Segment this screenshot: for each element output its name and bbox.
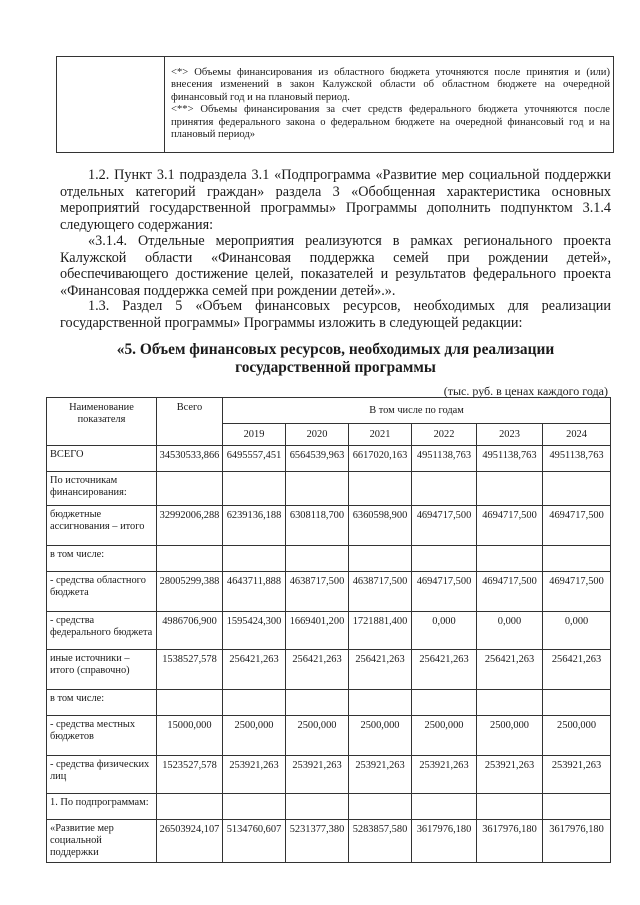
header-year: 2021 bbox=[349, 424, 412, 446]
cell-year-value: 3617976,180 bbox=[412, 820, 477, 863]
cell-total bbox=[157, 794, 223, 820]
cell-year-value bbox=[412, 472, 477, 506]
section-title: «5. Объем финансовых ресурсов, необходимых для реализации государственной программы bbox=[116, 341, 555, 376]
cell-year-value bbox=[477, 472, 543, 506]
cell-year-value: 5283857,580 bbox=[349, 820, 412, 863]
header-year: 2019 bbox=[223, 424, 286, 446]
cell-year-value: 4951138,763 bbox=[543, 446, 611, 472]
header-year: 2023 bbox=[477, 424, 543, 446]
cell-total: 1523527,578 bbox=[157, 756, 223, 794]
cell-year-value: 256421,263 bbox=[349, 650, 412, 690]
cell-year-value: 4694717,500 bbox=[477, 572, 543, 612]
row-label: ВСЕГО bbox=[47, 446, 157, 472]
cell-year-value: 2500,000 bbox=[286, 716, 349, 756]
header-total: Всего bbox=[157, 398, 223, 446]
cell-year-value: 253921,263 bbox=[477, 756, 543, 794]
cell-total bbox=[157, 546, 223, 572]
cell-year-value: 6564539,963 bbox=[286, 446, 349, 472]
table-row bbox=[47, 572, 611, 612]
cell-total: 15000,000 bbox=[157, 716, 223, 756]
cell-year-value: 4694717,500 bbox=[412, 572, 477, 612]
table-row bbox=[47, 716, 611, 756]
cell-year-value bbox=[349, 794, 412, 820]
cell-year-value bbox=[412, 690, 477, 716]
table-row bbox=[47, 794, 611, 820]
cell-year-value bbox=[543, 690, 611, 716]
cell-year-value: 6239136,188 bbox=[223, 506, 286, 546]
paragraph-1-3: 1.3. Раздел 5 «Объем финансовых ресурсов, необходимых для реализации государственной программы» Программы изложить в следующей редакции: bbox=[60, 298, 611, 331]
cell-year-value: 253921,263 bbox=[223, 756, 286, 794]
paragraph-1-2: 1.2. Пункт 3.1 подраздела 3.1 «Подпрограмма «Развитие мер социальной поддержки отдельных категорий граждан» раздела 3 «Обобщенная характеристика основных мероприятий государственной программы» Программы дополнить подпунктом 3.1.4 следующего содержания: bbox=[60, 167, 611, 233]
cell-year-value: 4951138,763 bbox=[412, 446, 477, 472]
table-row bbox=[47, 650, 611, 690]
header-year: 2022 bbox=[412, 424, 477, 446]
cell-year-value bbox=[477, 690, 543, 716]
cell-year-value: 0,000 bbox=[543, 612, 611, 650]
cell-year-value: 256421,263 bbox=[412, 650, 477, 690]
cell-year-value: 4638717,500 bbox=[286, 572, 349, 612]
cell-year-value bbox=[349, 472, 412, 506]
cell-year-value bbox=[543, 546, 611, 572]
header-year: 2020 bbox=[286, 424, 349, 446]
cell-year-value: 6617020,163 bbox=[349, 446, 412, 472]
cell-year-value bbox=[286, 472, 349, 506]
cell-year-value: 4694717,500 bbox=[477, 506, 543, 546]
cell-year-value bbox=[543, 472, 611, 506]
cell-total: 34530533,866 bbox=[157, 446, 223, 472]
cell-year-value bbox=[412, 794, 477, 820]
table-row bbox=[47, 756, 611, 794]
footnote-empty-cell bbox=[57, 57, 165, 153]
cell-year-value bbox=[349, 690, 412, 716]
units-note: (тыс. руб. в ценах каждого года) bbox=[443, 384, 608, 398]
row-label: - средства местных бюджетов bbox=[47, 716, 157, 756]
cell-year-value: 1721881,400 bbox=[349, 612, 412, 650]
cell-year-value: 2500,000 bbox=[412, 716, 477, 756]
cell-total bbox=[157, 690, 223, 716]
cell-year-value bbox=[223, 472, 286, 506]
cell-year-value: 253921,263 bbox=[349, 756, 412, 794]
row-label: - средства областного бюджета bbox=[47, 572, 157, 612]
financing-table-body bbox=[47, 446, 611, 863]
cell-year-value: 3617976,180 bbox=[543, 820, 611, 863]
cell-year-value: 253921,263 bbox=[543, 756, 611, 794]
cell-year-value: 2500,000 bbox=[349, 716, 412, 756]
cell-year-value: 6308118,700 bbox=[286, 506, 349, 546]
cell-year-value bbox=[349, 546, 412, 572]
table-row bbox=[47, 506, 611, 546]
row-label: 1. По подпрограммам: bbox=[47, 794, 157, 820]
cell-year-value: 0,000 bbox=[477, 612, 543, 650]
cell-year-value bbox=[223, 794, 286, 820]
cell-year-value: 0,000 bbox=[412, 612, 477, 650]
cell-year-value: 2500,000 bbox=[477, 716, 543, 756]
row-label: - средства физических лиц bbox=[47, 756, 157, 794]
cell-year-value: 4694717,500 bbox=[543, 506, 611, 546]
cell-year-value: 5134760,607 bbox=[223, 820, 286, 863]
footnote-table bbox=[56, 56, 614, 153]
cell-year-value: 4638717,500 bbox=[349, 572, 412, 612]
cell-year-value: 256421,263 bbox=[223, 650, 286, 690]
cell-year-value: 1595424,300 bbox=[223, 612, 286, 650]
cell-year-value: 4643711,888 bbox=[223, 572, 286, 612]
cell-total: 1538527,578 bbox=[157, 650, 223, 690]
financing-table bbox=[46, 397, 611, 863]
table-row bbox=[47, 472, 611, 506]
row-label: - средства федерального бюджета bbox=[47, 612, 157, 650]
table-row bbox=[47, 820, 611, 863]
paragraph-3-1-4: «3.1.4. Отдельные мероприятия реализуются в рамках регионального проекта Калужской области «Финансовая поддержка семей при рождении детей», обеспечивающего достижение целей, показателей и результатов федерального проекта «Финансовая поддержка семей при рождении детей».». bbox=[60, 233, 611, 299]
table-row bbox=[47, 612, 611, 650]
cell-year-value: 256421,263 bbox=[286, 650, 349, 690]
cell-total: 28005299,388 bbox=[157, 572, 223, 612]
cell-year-value bbox=[286, 794, 349, 820]
cell-year-value bbox=[477, 794, 543, 820]
table-row bbox=[47, 446, 611, 472]
cell-year-value: 253921,263 bbox=[412, 756, 477, 794]
cell-year-value: 4694717,500 bbox=[543, 572, 611, 612]
header-year: 2024 bbox=[543, 424, 611, 446]
header-indicator-name: Наименование показателя bbox=[47, 398, 157, 446]
cell-total: 26503924,107 bbox=[157, 820, 223, 863]
cell-year-value bbox=[543, 794, 611, 820]
cell-year-value: 4951138,763 bbox=[477, 446, 543, 472]
cell-year-value bbox=[412, 546, 477, 572]
cell-year-value: 256421,263 bbox=[543, 650, 611, 690]
cell-year-value: 6360598,900 bbox=[349, 506, 412, 546]
cell-year-value: 2500,000 bbox=[543, 716, 611, 756]
cell-year-value: 5231377,380 bbox=[286, 820, 349, 863]
footnote-regional: <*> Объемы финансирования из областного бюджета уточняются после принятия и (или) внесения изменений в закон Калужской области об областном бюджете на очередной финансовый год и на плановый период. bbox=[171, 67, 610, 103]
footnote-cell bbox=[165, 57, 614, 153]
row-label: По источникам финансирования: bbox=[47, 472, 157, 506]
cell-year-value bbox=[223, 690, 286, 716]
row-label: бюджетные ассигнования – итого bbox=[47, 506, 157, 546]
cell-year-value: 3617976,180 bbox=[477, 820, 543, 863]
cell-year-value: 2500,000 bbox=[223, 716, 286, 756]
row-label: «Развитие мер социальной поддержки bbox=[47, 820, 157, 863]
cell-year-value: 256421,263 bbox=[477, 650, 543, 690]
table-row bbox=[47, 546, 611, 572]
cell-year-value: 1669401,200 bbox=[286, 612, 349, 650]
row-label: иные источники – итого (справочно) bbox=[47, 650, 157, 690]
footnote-federal: <**> Объемы финансирования за счет средств федерального бюджета уточняются после принятия федерального закона о федеральном бюджете на очередной финансовый год и на плановый период» bbox=[171, 104, 610, 141]
cell-year-value bbox=[223, 546, 286, 572]
cell-year-value bbox=[286, 546, 349, 572]
cell-total: 4986706,900 bbox=[157, 612, 223, 650]
row-label: в том числе: bbox=[47, 546, 157, 572]
header-years-group: В том числе по годам bbox=[223, 398, 611, 424]
cell-year-value: 4694717,500 bbox=[412, 506, 477, 546]
row-label: в том числе: bbox=[47, 690, 157, 716]
cell-year-value bbox=[477, 546, 543, 572]
cell-total bbox=[157, 472, 223, 506]
cell-total: 32992006,288 bbox=[157, 506, 223, 546]
cell-year-value: 253921,263 bbox=[286, 756, 349, 794]
table-row bbox=[47, 690, 611, 716]
cell-year-value bbox=[286, 690, 349, 716]
cell-year-value: 6495557,451 bbox=[223, 446, 286, 472]
